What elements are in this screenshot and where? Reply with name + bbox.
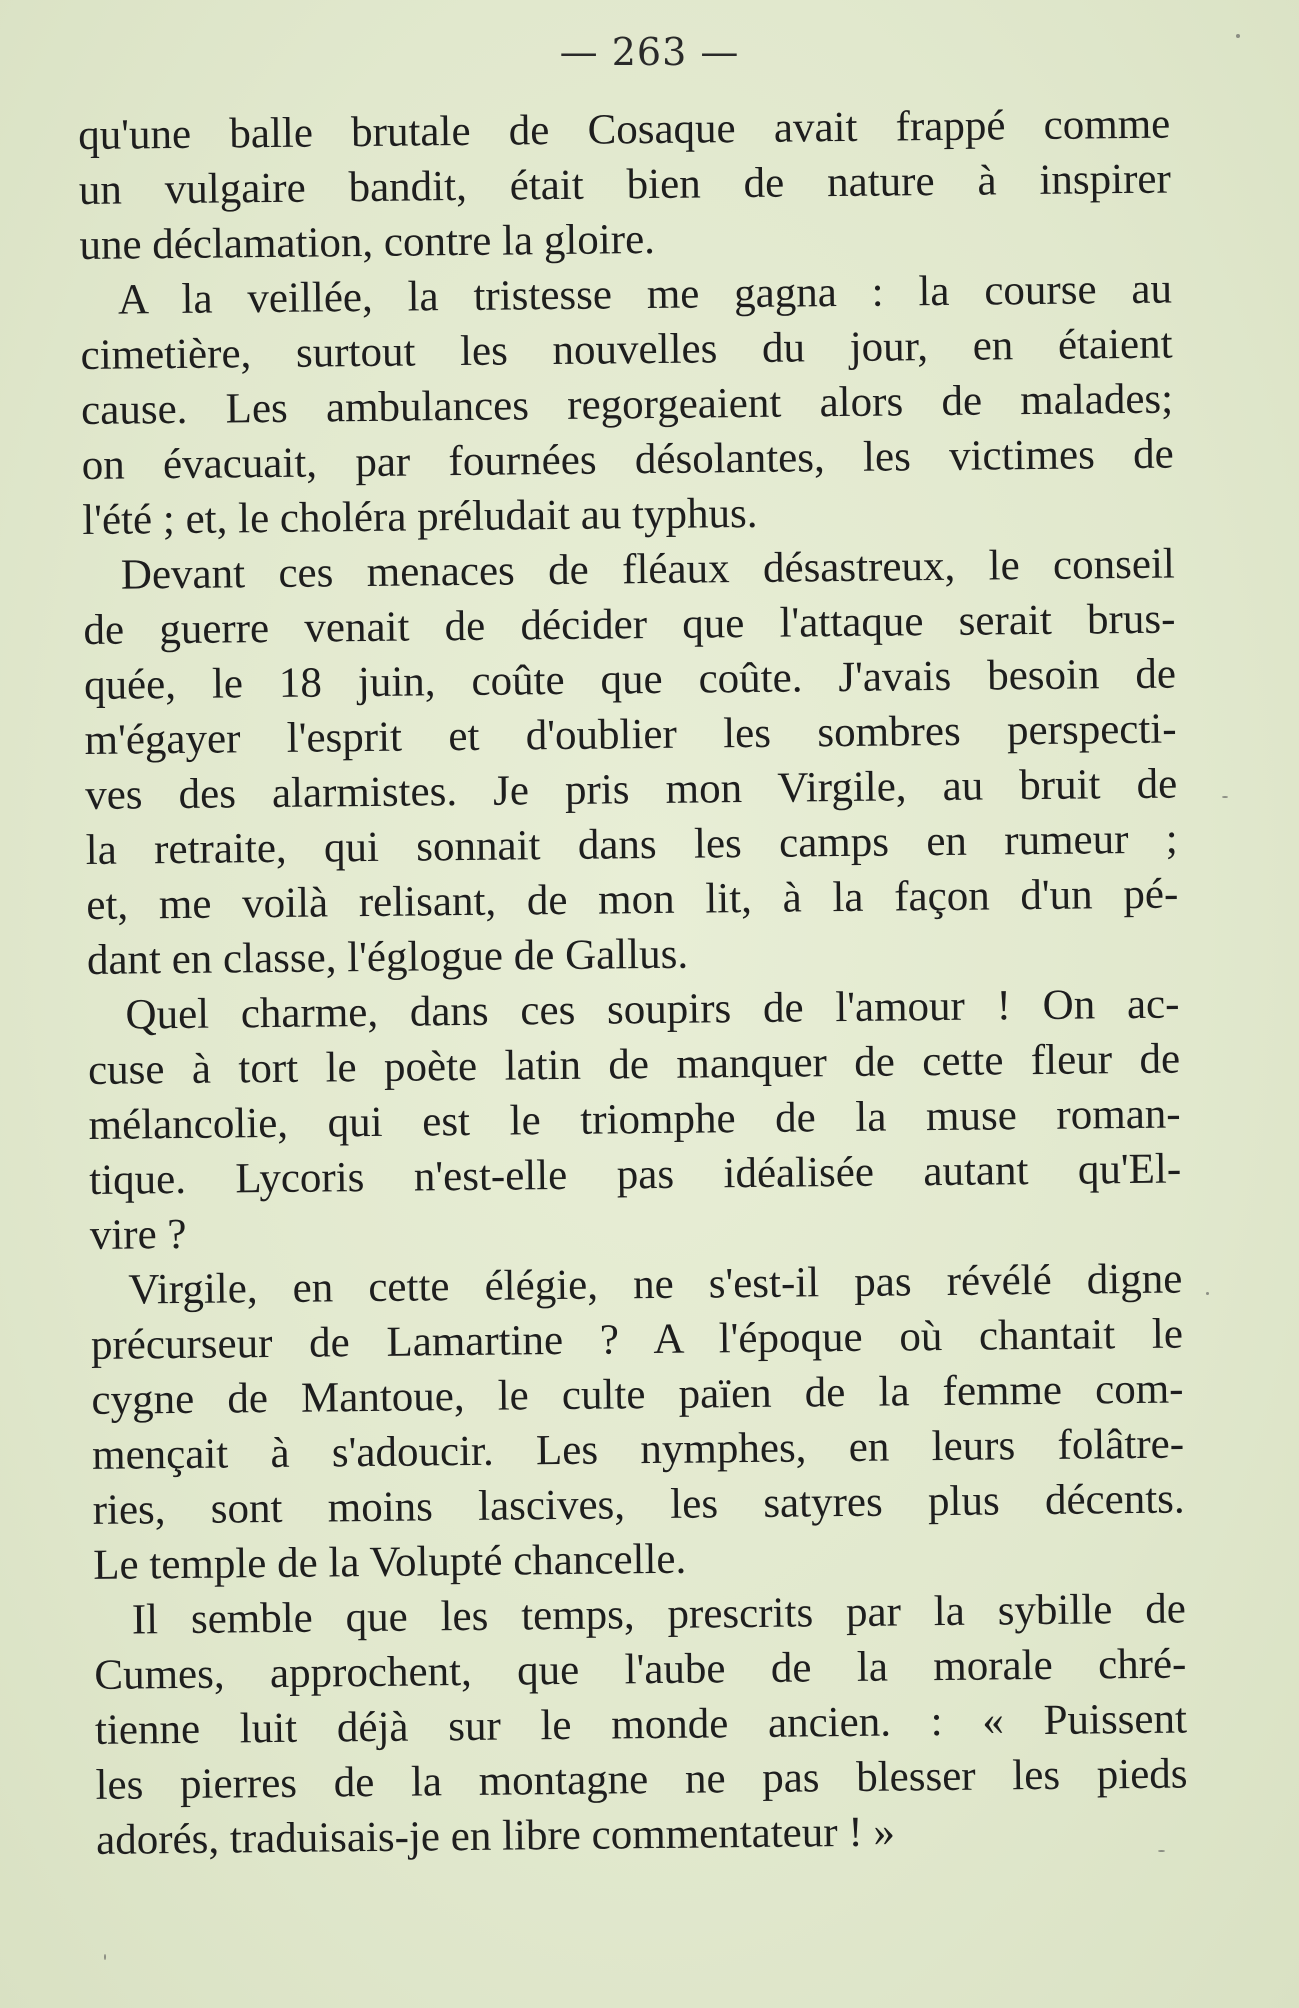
text-line: précurseur de Lamartine ? A l'époque où chantait le: [90, 1310, 1184, 1369]
paragraph: [94, 1581, 1189, 1867]
text-line: Le temple de la Volupté chancelle.: [93, 1535, 687, 1589]
text-line: adorés, traduisais-je en libre commentateur ! »: [95, 1808, 896, 1864]
text-line: Il semble que les temps, prescrits par la sybille de: [131, 1585, 1187, 1644]
text-line: cuse à tort le poète latin de manquer de cette fleur de: [87, 1035, 1181, 1094]
text-line: un vulgaire bandit, était bien de nature à inspirer: [78, 155, 1172, 214]
text-line: la retraite, qui sonnait dans les camps en rumeur ;: [85, 815, 1178, 874]
text-line: dant en classe, l'églogue de Gallus.: [86, 930, 689, 984]
text-line: l'été ; et, le choléra préludait au typhus.: [82, 489, 758, 544]
ink-speck: [1236, 34, 1240, 38]
text-line: cause. Les ambulances regorgeaient alors de malades;: [80, 375, 1174, 434]
text-line: tique. Lycoris n'est-elle pas idéalisée autant qu'El-: [88, 1145, 1182, 1204]
text-line: Quel charme, dans ces soupirs de l'amour ! On ac-: [125, 980, 1180, 1039]
ink-speck: [1222, 796, 1228, 798]
text-line: les pierres de la montagne ne pas blesser les pieds: [95, 1750, 1188, 1809]
text-line: Devant ces menaces de fléaux désastreux, le conseil: [120, 540, 1176, 599]
ink-speck: [104, 1954, 106, 1960]
paragraph: [78, 97, 1172, 273]
body-text: [78, 97, 1188, 1868]
text-line: Virgile, en cette élégie, ne s'est-il pas révélé digne: [128, 1255, 1183, 1314]
text-line: Cumes, approchent, que l'aube de la morale chré-: [94, 1640, 1187, 1699]
paragraph: [80, 262, 1175, 548]
text-line: m'égayer l'esprit et d'oublier les sombres perspecti-: [84, 705, 1177, 764]
text-line: ves des alarmistes. Je pris mon Virgile, au bruit de: [84, 760, 1178, 819]
text-line: de guerre venait de décider que l'attaque serait brus-: [83, 595, 1176, 654]
ink-speck: [1158, 1850, 1165, 1852]
text-line: mélancolie, qui est le triomphe de la muse roman-: [88, 1090, 1181, 1149]
paragraph: [90, 1252, 1185, 1593]
text-line: cimetière, surtout les nouvelles du jour, en étaient: [80, 320, 1173, 379]
paragraph: [83, 537, 1180, 988]
page-number: — 263 —: [559, 30, 740, 74]
text-line: une déclamation, contre la gloire.: [79, 215, 656, 269]
text-line: ries, sont moins lascives, les satyres plus décents.: [92, 1475, 1185, 1534]
text-line: quée, le 18 juin, coûte que coûte. J'avais besoin de: [83, 650, 1177, 709]
text-line: cygne de Mantoue, le culte païen de la femme com-: [91, 1365, 1184, 1424]
ink-speck: [1206, 1292, 1209, 1295]
text-line: vire ?: [89, 1210, 187, 1259]
text-line: tienne luit déjà sur le monde ancien. : « Puissent: [94, 1695, 1188, 1754]
text-line: A la veillée, la tristesse me gagna : la course au: [117, 265, 1173, 324]
text-line: et, me voilà relisant, de mon lit, à la façon d'un pé-: [86, 870, 1179, 929]
paragraph: [87, 977, 1182, 1263]
text-line: on évacuait, par fournées désolantes, les victimes de: [81, 430, 1174, 489]
text-line: qu'une balle brutale de Cosaque avait frappé comme: [78, 100, 1171, 159]
text-line: mençait à s'adoucir. Les nymphes, en leurs folâtre-: [91, 1420, 1185, 1479]
